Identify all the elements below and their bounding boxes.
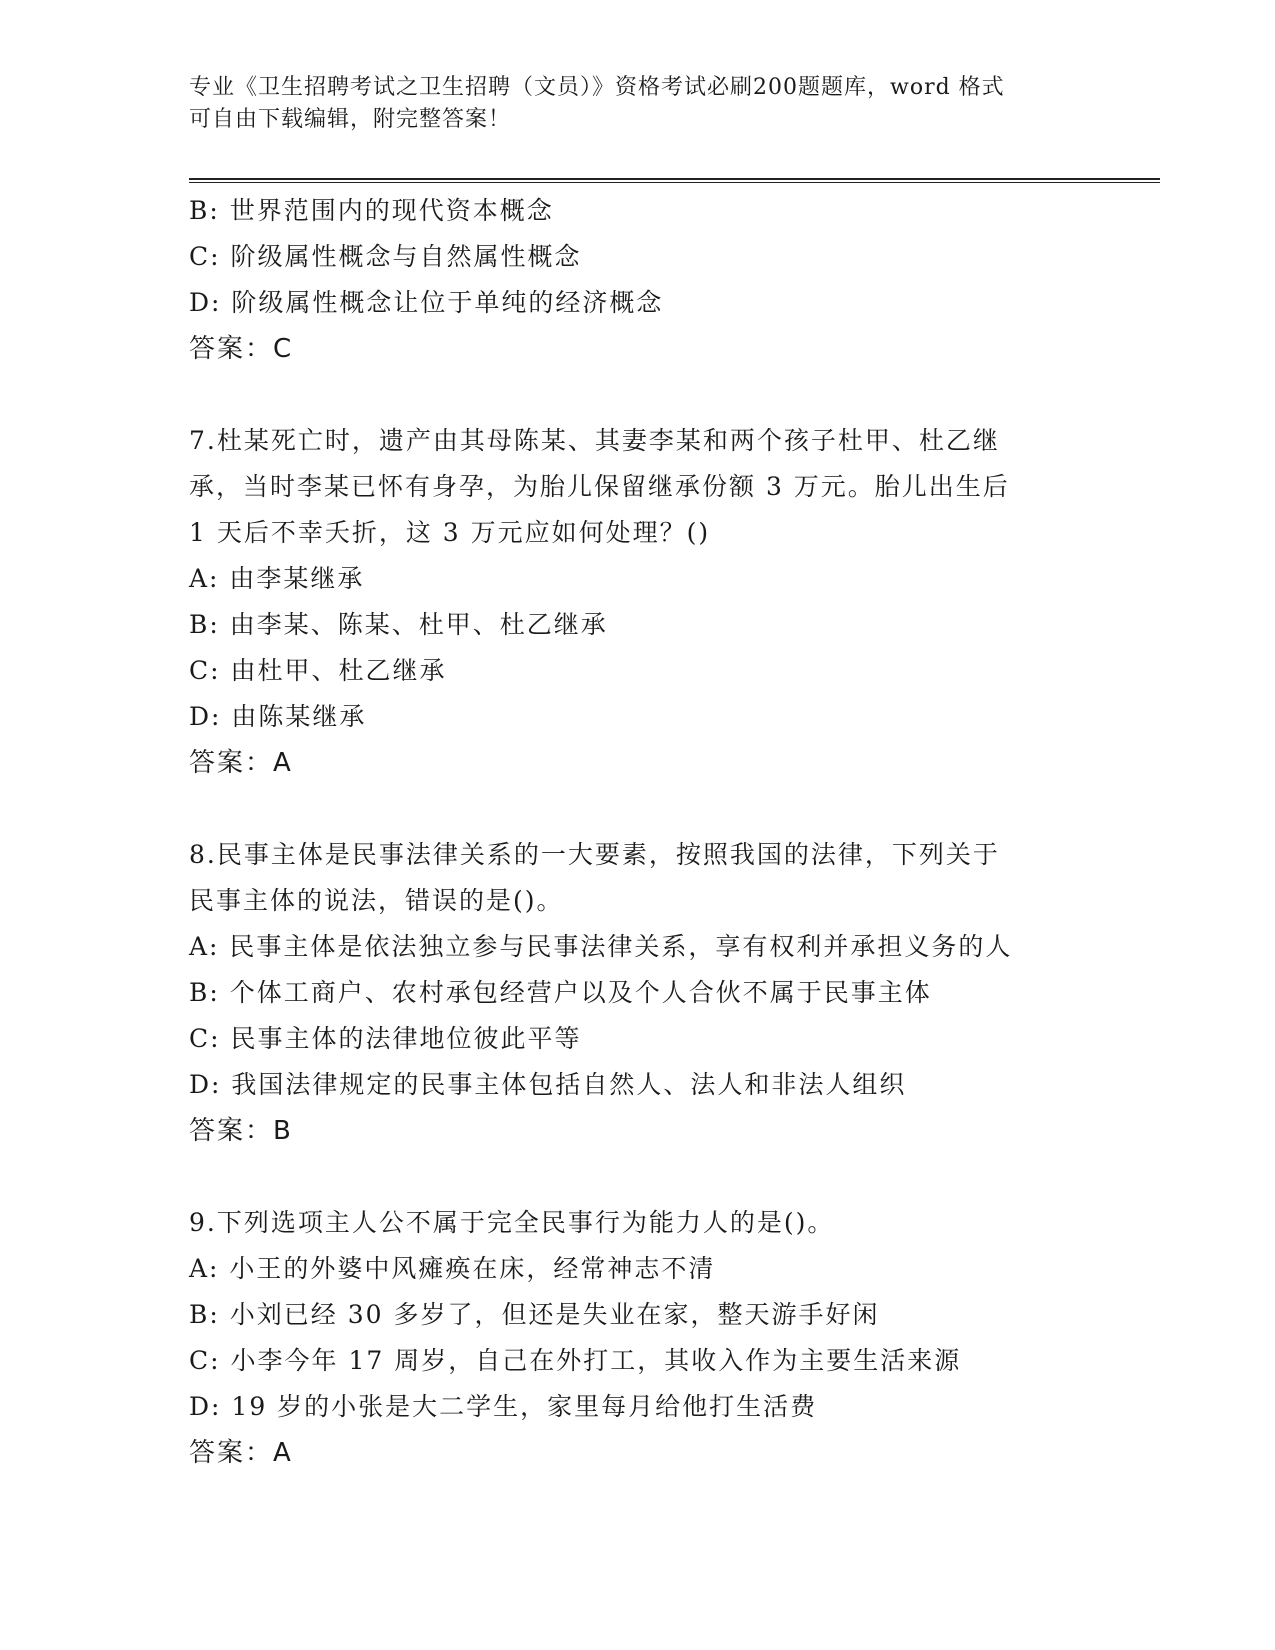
spacer bbox=[189, 372, 1089, 418]
option-c: C: 民事主体的法律地位彼此平等 bbox=[189, 1024, 582, 1053]
question-7 bbox=[189, 418, 1089, 786]
document-body bbox=[189, 188, 1089, 1476]
header-line-2: 可自由下载编辑，附完整答案！ bbox=[189, 107, 512, 132]
option-c: C: 阶级属性概念与自然属性概念 bbox=[189, 242, 582, 271]
answer-line: 答案：A bbox=[189, 1438, 293, 1468]
question-stem-line: 承，当时李某已怀有身孕，为胎儿保留继承份额 3 万元。胎儿出生后 bbox=[189, 472, 1010, 501]
question-stem-line: 9.下列选项主人公不属于完全民事行为能力人的是()。 bbox=[189, 1208, 835, 1237]
option-a: A: 由李某继承 bbox=[189, 564, 365, 593]
answer-line: 答案：A bbox=[189, 748, 293, 778]
document-header bbox=[189, 72, 1089, 136]
question-8 bbox=[189, 832, 1089, 1154]
option-a: A: 小王的外婆中风瘫痪在床，经常神志不清 bbox=[189, 1254, 716, 1283]
question-stem-line: 1 天后不幸夭折，这 3 万元应如何处理？() bbox=[189, 518, 711, 547]
option-b: B: 由李某、陈某、杜甲、杜乙继承 bbox=[189, 610, 608, 639]
spacer bbox=[189, 786, 1089, 832]
option-c: C: 小李今年 17 周岁，自己在外打工，其收入作为主要生活来源 bbox=[189, 1346, 962, 1375]
question-stem-line: 7.杜某死亡时，遗产由其母陈某、其妻李某和两个孩子杜甲、杜乙继 bbox=[189, 426, 1000, 455]
option-d: D: 19 岁的小张是大二学生，家里每月给他打生活费 bbox=[189, 1392, 818, 1421]
option-d: D: 由陈某继承 bbox=[189, 702, 367, 731]
option-a: A: 民事主体是依法独立参与民事法律关系，享有权利并承担义务的人 bbox=[189, 932, 1013, 961]
previous-question-continuation bbox=[189, 188, 1089, 372]
spacer bbox=[189, 1154, 1089, 1200]
option-c: C: 由杜甲、杜乙继承 bbox=[189, 656, 447, 685]
answer-line: 答案：B bbox=[189, 1116, 293, 1146]
option-d: D: 我国法律规定的民事主体包括自然人、法人和非法人组织 bbox=[189, 1070, 907, 1099]
answer-line: 答案：C bbox=[189, 334, 294, 364]
option-b: B: 世界范围内的现代资本概念 bbox=[189, 196, 554, 225]
header-line-1: 专业《卫生招聘考试之卫生招聘（文员）》资格考试必刷200题题库，word 格式 bbox=[189, 75, 1005, 100]
option-d: D: 阶级属性概念让位于单纯的经济概念 bbox=[189, 288, 664, 317]
question-9 bbox=[189, 1200, 1089, 1476]
option-b: B: 小刘已经 30 多岁了，但还是失业在家，整天游手好闲 bbox=[189, 1300, 880, 1329]
option-b: B: 个体工商户、农村承包经营户以及个人合伙不属于民事主体 bbox=[189, 978, 932, 1007]
question-stem-line: 8.民事主体是民事法律关系的一大要素，按照我国的法律，下列关于 bbox=[189, 840, 1000, 869]
header-divider bbox=[189, 178, 1160, 183]
question-stem-line: 民事主体的说法，错误的是()。 bbox=[189, 886, 564, 915]
